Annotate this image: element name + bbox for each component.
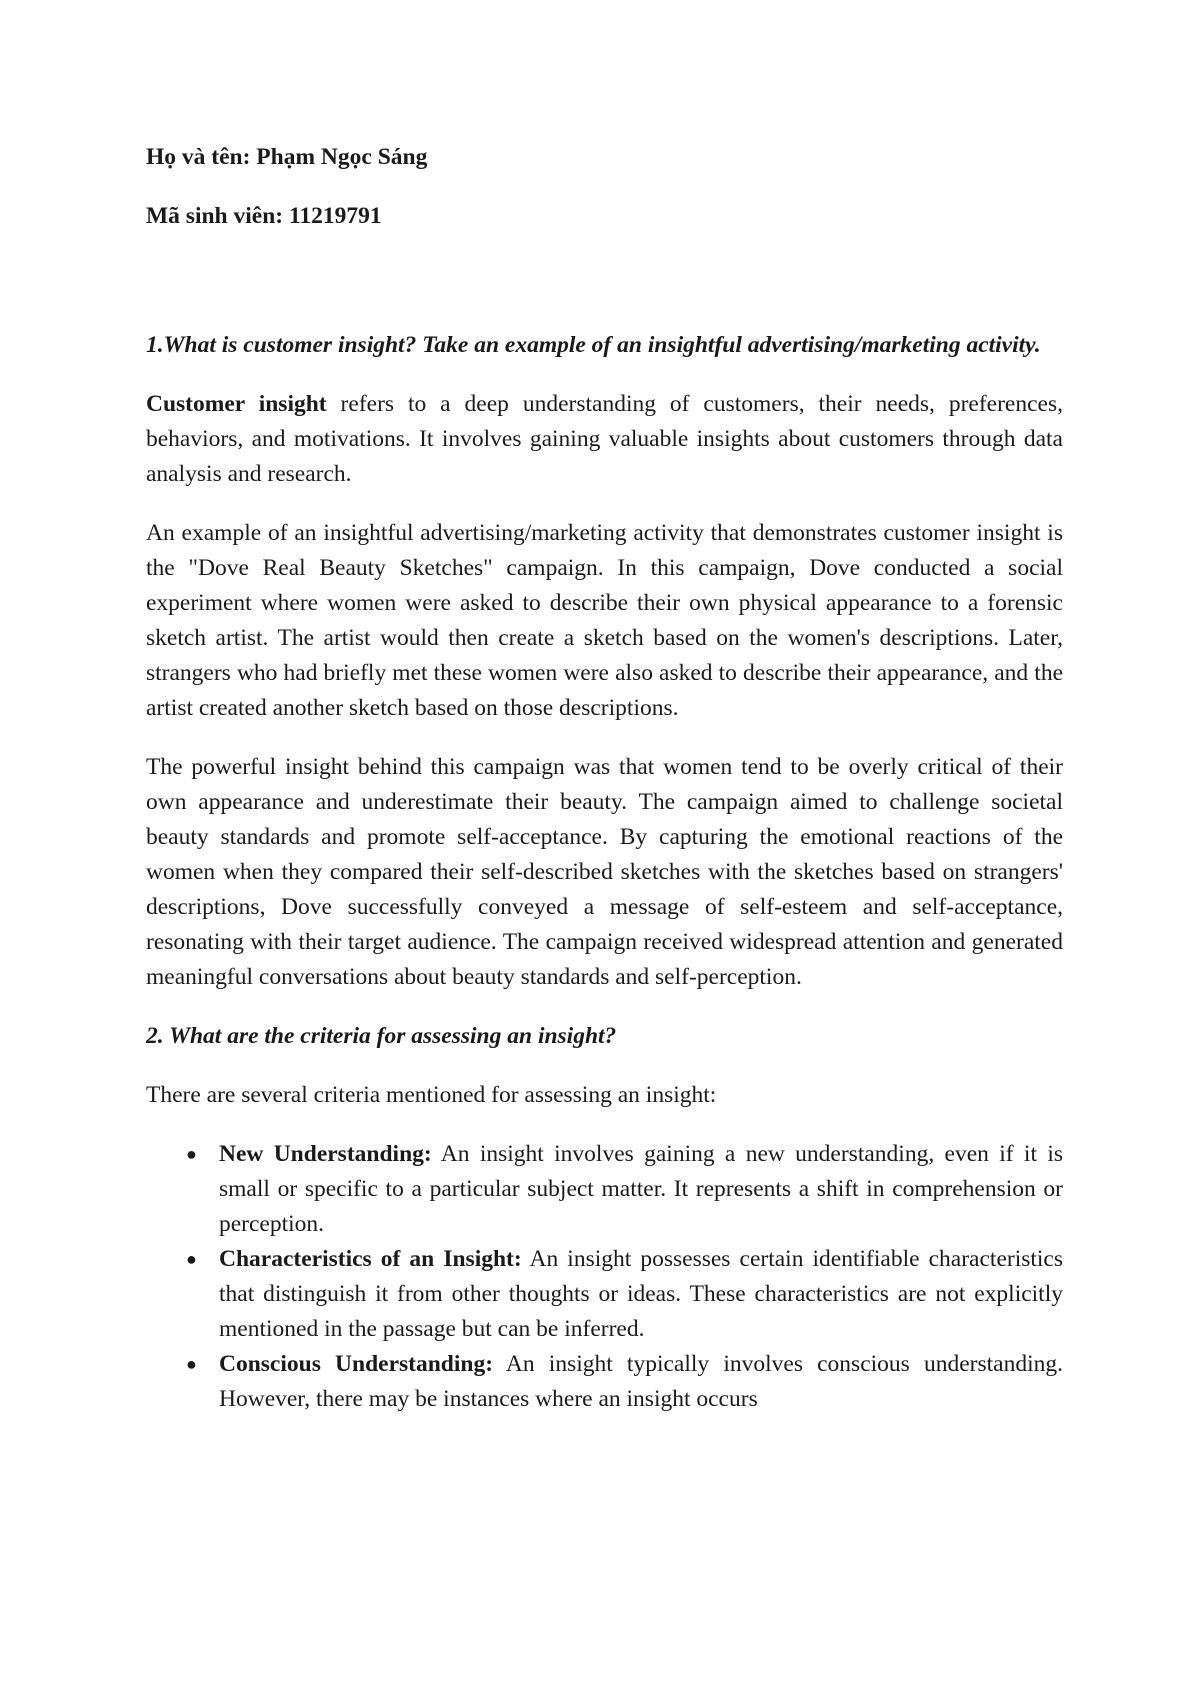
- criterion-text: An insight involves gaining a new understanding, even if it is small or specific to a particular subject matter. It represents a shift in comprehension or perception.: [219, 1141, 1063, 1237]
- list-item: [146, 1137, 1063, 1242]
- question-2-heading: 2. What are the criteria for assessing an insight?: [146, 1023, 617, 1049]
- definition-text: refers to a deep understanding of customers, their needs, preferences, behaviors, and motivations. It involves gaining valuable insights about customers through data analysis and research.: [146, 391, 1063, 487]
- bullet-icon: ●: [186, 1249, 197, 1269]
- criteria-list: [146, 1137, 1063, 1417]
- student-name-line: Họ và tên: Phạm Ngọc Sáng: [146, 144, 428, 170]
- document-page: [146, 140, 1063, 1417]
- criterion-term: Conscious Understanding:: [219, 1351, 494, 1377]
- example-paragraph: An example of an insightful advertising/marketing activity that demonstrates customer insight is the "Dove Real Beauty Sketches" campaign. In this campaign, Dove conducted a social experiment where women were asked to describe their own physical appearance to a forensic sketch artist. The artist would then create a sketch based on the women's descriptions. Later, strangers who had briefly met these women were also asked to describe their appearance, and the artist created another sketch based on those descriptions.: [146, 520, 1063, 721]
- criterion-text: An insight typically involves conscious understanding. However, there may be instances where an insight occurs: [219, 1351, 1063, 1412]
- criteria-intro: There are several criteria mentioned for assessing an insight:: [146, 1082, 717, 1108]
- criterion-term: New Understanding:: [219, 1141, 432, 1167]
- criterion-text: An insight possesses certain identifiable characteristics that distinguish it from other thoughts or ideas. These characteristics are not explicitly mentioned in the passage but can be inferred.: [219, 1246, 1064, 1342]
- list-item: [146, 1347, 1063, 1417]
- definition-paragraph: [146, 387, 1063, 492]
- question-1-heading: 1.What is customer insight? Take an example of an insightful advertising/marketing activity.: [146, 332, 1041, 358]
- header-spacer: [146, 258, 1063, 328]
- bullet-icon: ●: [186, 1144, 197, 1164]
- bullet-icon: ●: [186, 1354, 197, 1374]
- list-item: [146, 1242, 1063, 1347]
- definition-term: Customer insight: [146, 391, 327, 417]
- student-id-line: Mã sinh viên: 11219791: [146, 203, 382, 229]
- criterion-term: Characteristics of an Insight:: [219, 1246, 522, 1272]
- insight-paragraph: The powerful insight behind this campaign was that women tend to be overly critical of their own appearance and underestimate their beauty. The campaign aimed to challenge societal beauty standards and promote self-acceptance. By capturing the emotional reactions of the women when they compared their self-described sketches with the sketches based on strangers' descriptions, Dove successfully conveyed a message of self-esteem and self-acceptance, resonating with their target audience. The campaign received widespread attention and generated meaningful conversations about beauty standards and self-perception.: [146, 754, 1063, 990]
